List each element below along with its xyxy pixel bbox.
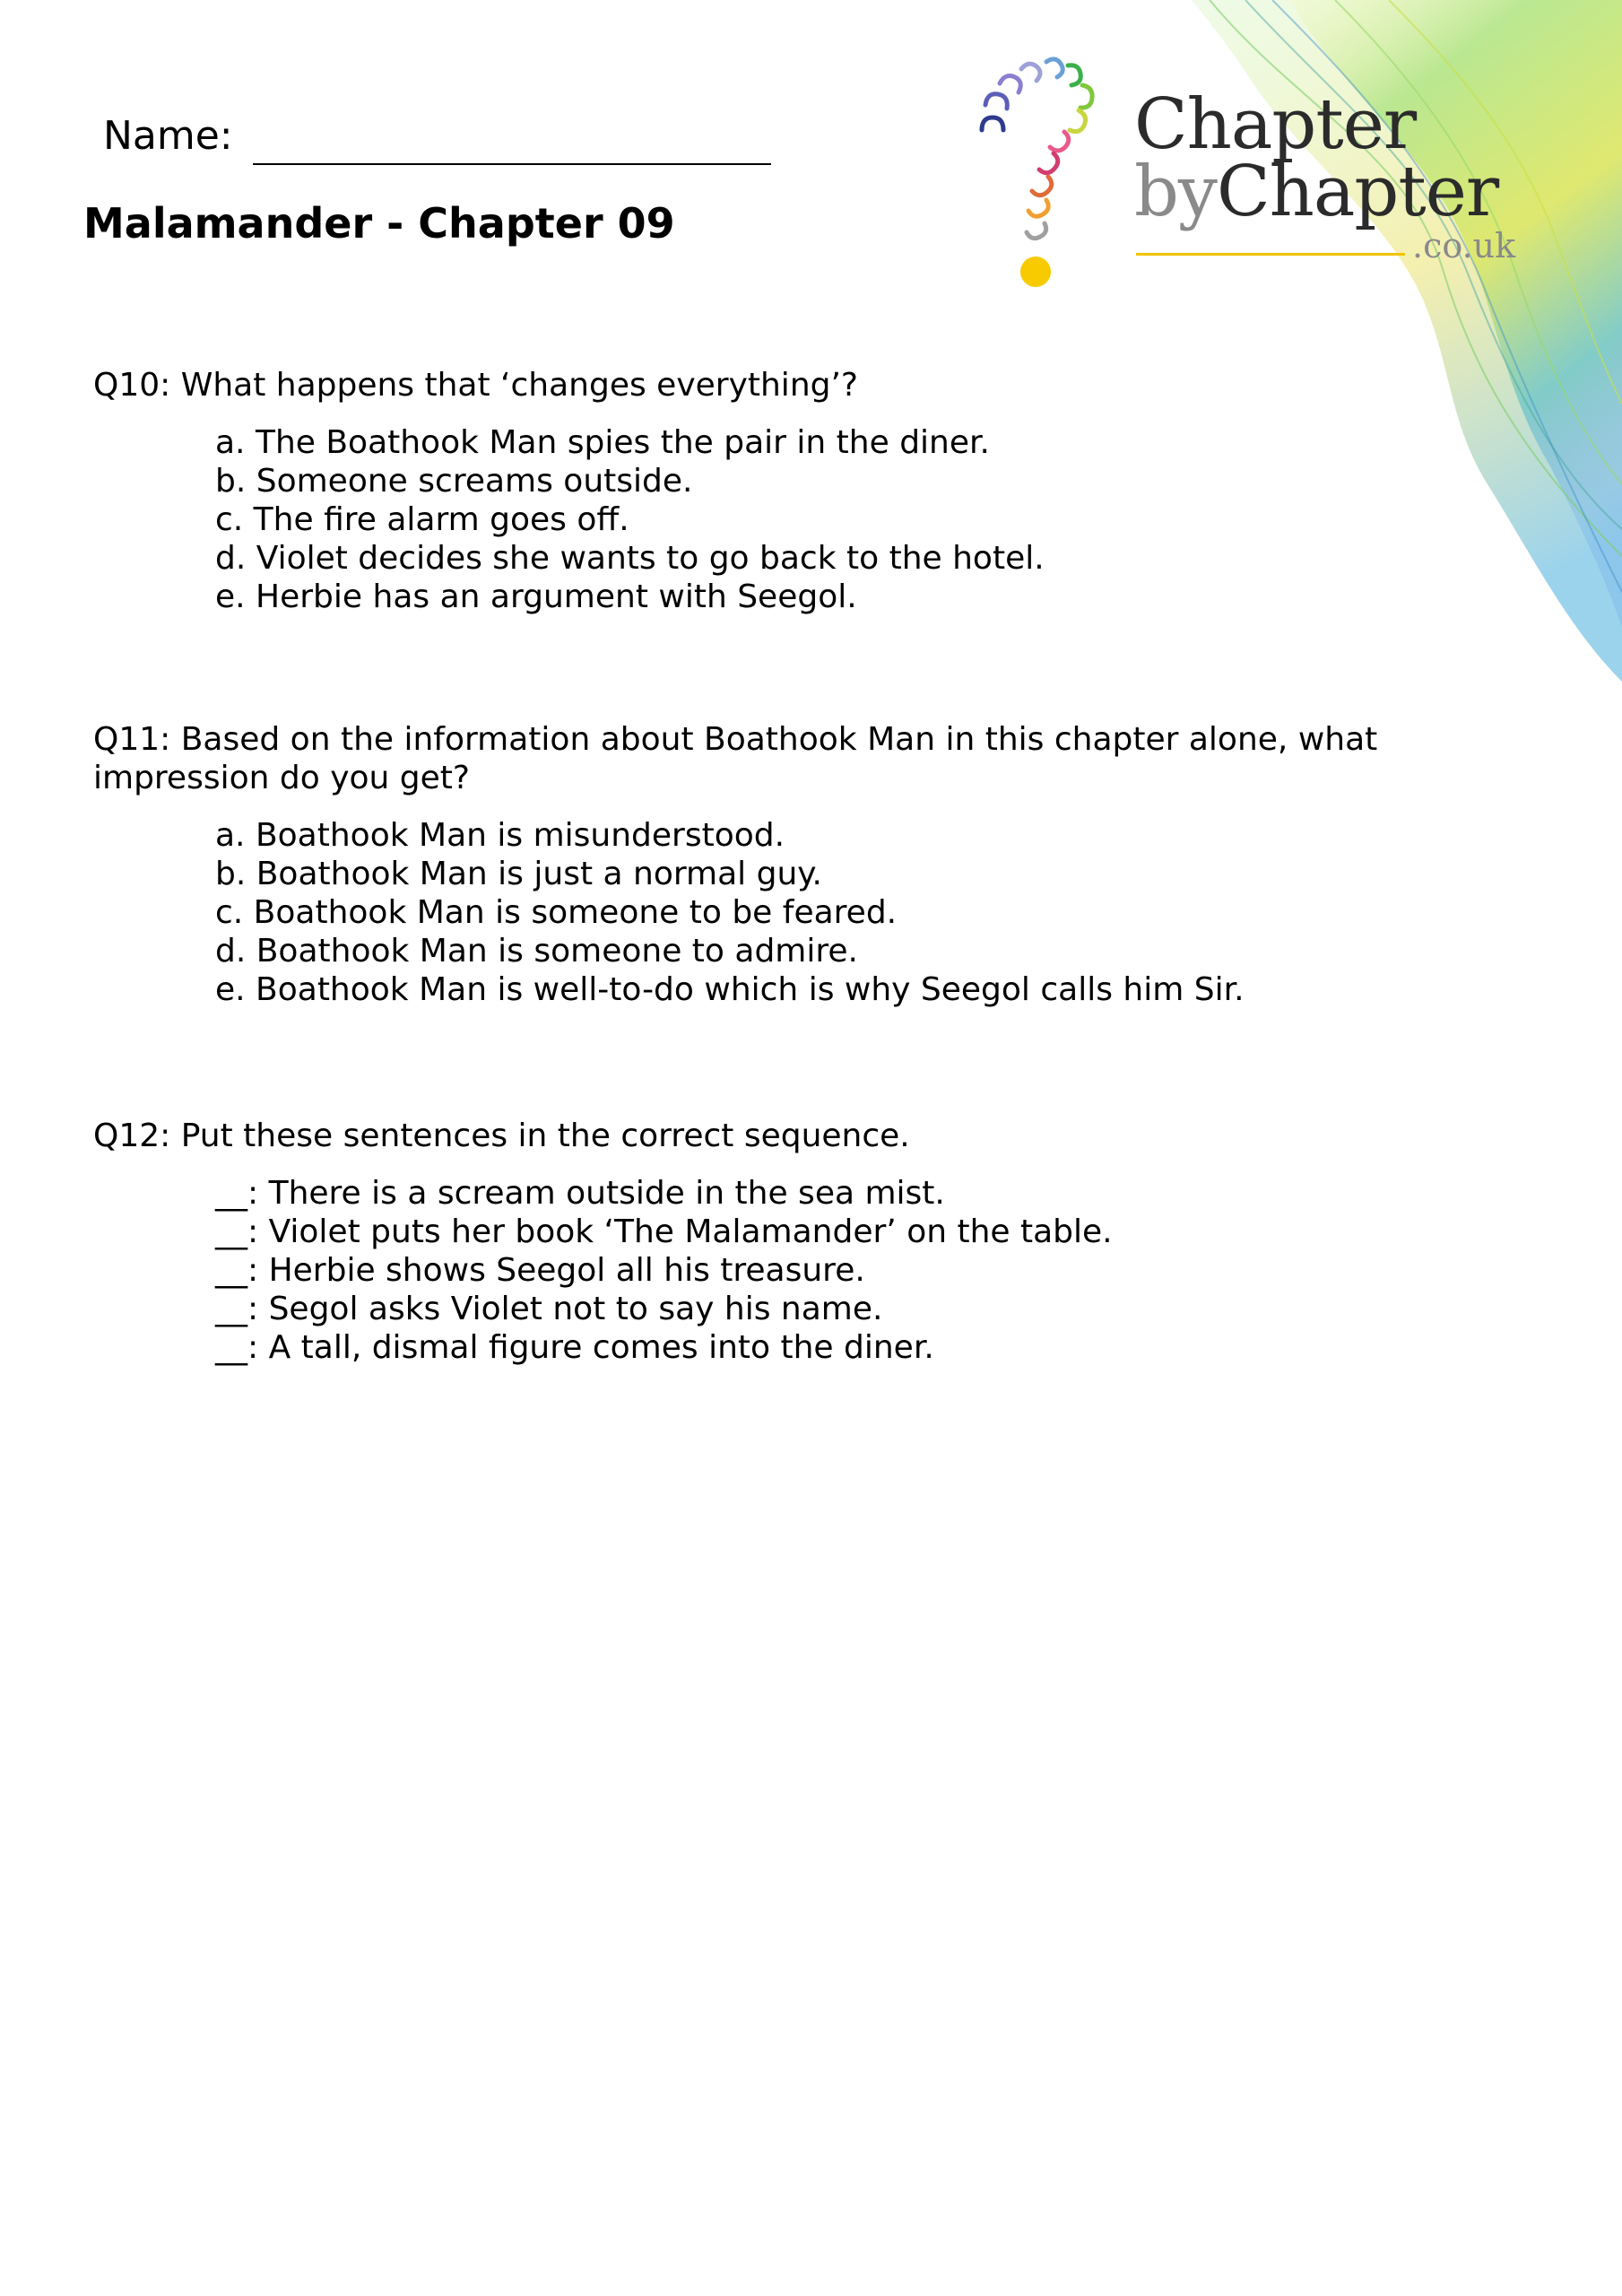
question-q11 xyxy=(93,720,1438,1009)
chapter-by-chapter-logo xyxy=(964,49,1538,318)
option-item: e. Herbie has an argument with Seegol. xyxy=(215,578,857,615)
page-title: Malamander - Chapter 09 xyxy=(83,199,675,248)
logo-text-by: by xyxy=(1134,152,1217,232)
name-field-line[interactable] xyxy=(253,163,771,165)
sequence-items xyxy=(93,1174,1438,1367)
logo-text-by-chapter xyxy=(1134,152,1499,232)
option-item: a. The Boathook Man spies the pair in the diner. xyxy=(215,424,990,461)
logo-domain: .co.uk xyxy=(1412,226,1516,265)
question-q10 xyxy=(93,366,1438,616)
logo-text-chapter-2: Chapter xyxy=(1217,152,1499,232)
name-label: Name: xyxy=(103,113,233,159)
answer-options xyxy=(93,423,1438,616)
sequence-item: __: Violet puts her book ‘The Malamander’ on the table. xyxy=(215,1213,1113,1250)
question-text: Q10: What happens that ‘changes everything’? xyxy=(93,367,859,404)
option-item: b. Boathook Man is just a normal guy. xyxy=(215,856,822,892)
option-item: d. Boathook Man is someone to admire. xyxy=(215,933,858,970)
question-text: Q12: Put these sentences in the correct sequence. xyxy=(93,1118,910,1154)
option-item: e. Boathook Man is well-to-do which is why Seegol calls him Sir. xyxy=(215,971,1245,1008)
option-item: d. Violet decides she wants to go back to the hotel. xyxy=(215,540,1045,577)
option-item: a. Boathook Man is misunderstood. xyxy=(215,817,785,854)
question-q12 xyxy=(93,1117,1438,1367)
logo-underline xyxy=(1136,253,1405,256)
sequence-item: __: There is a scream outside in the sea mist. xyxy=(215,1175,945,1212)
logo-text-chapter: Chapter xyxy=(1134,84,1417,165)
option-item: c. The fire alarm goes off. xyxy=(215,501,629,538)
option-item: b. Someone screams outside. xyxy=(215,463,693,500)
sequence-item: __: A tall, dismal figure comes into the diner. xyxy=(215,1329,934,1366)
option-item: c. Boathook Man is someone to be feared. xyxy=(215,894,898,931)
book-question-mark-icon xyxy=(964,49,1134,309)
sequence-item: __: Segol asks Violet not to say his name. xyxy=(215,1291,883,1327)
question-text: Q11: Based on the information about Boathook Man in this chapter alone, what impression do you get? xyxy=(93,721,1378,796)
answer-options xyxy=(93,816,1438,1009)
sequence-item: __: Herbie shows Seegol all his treasure. xyxy=(215,1252,865,1289)
